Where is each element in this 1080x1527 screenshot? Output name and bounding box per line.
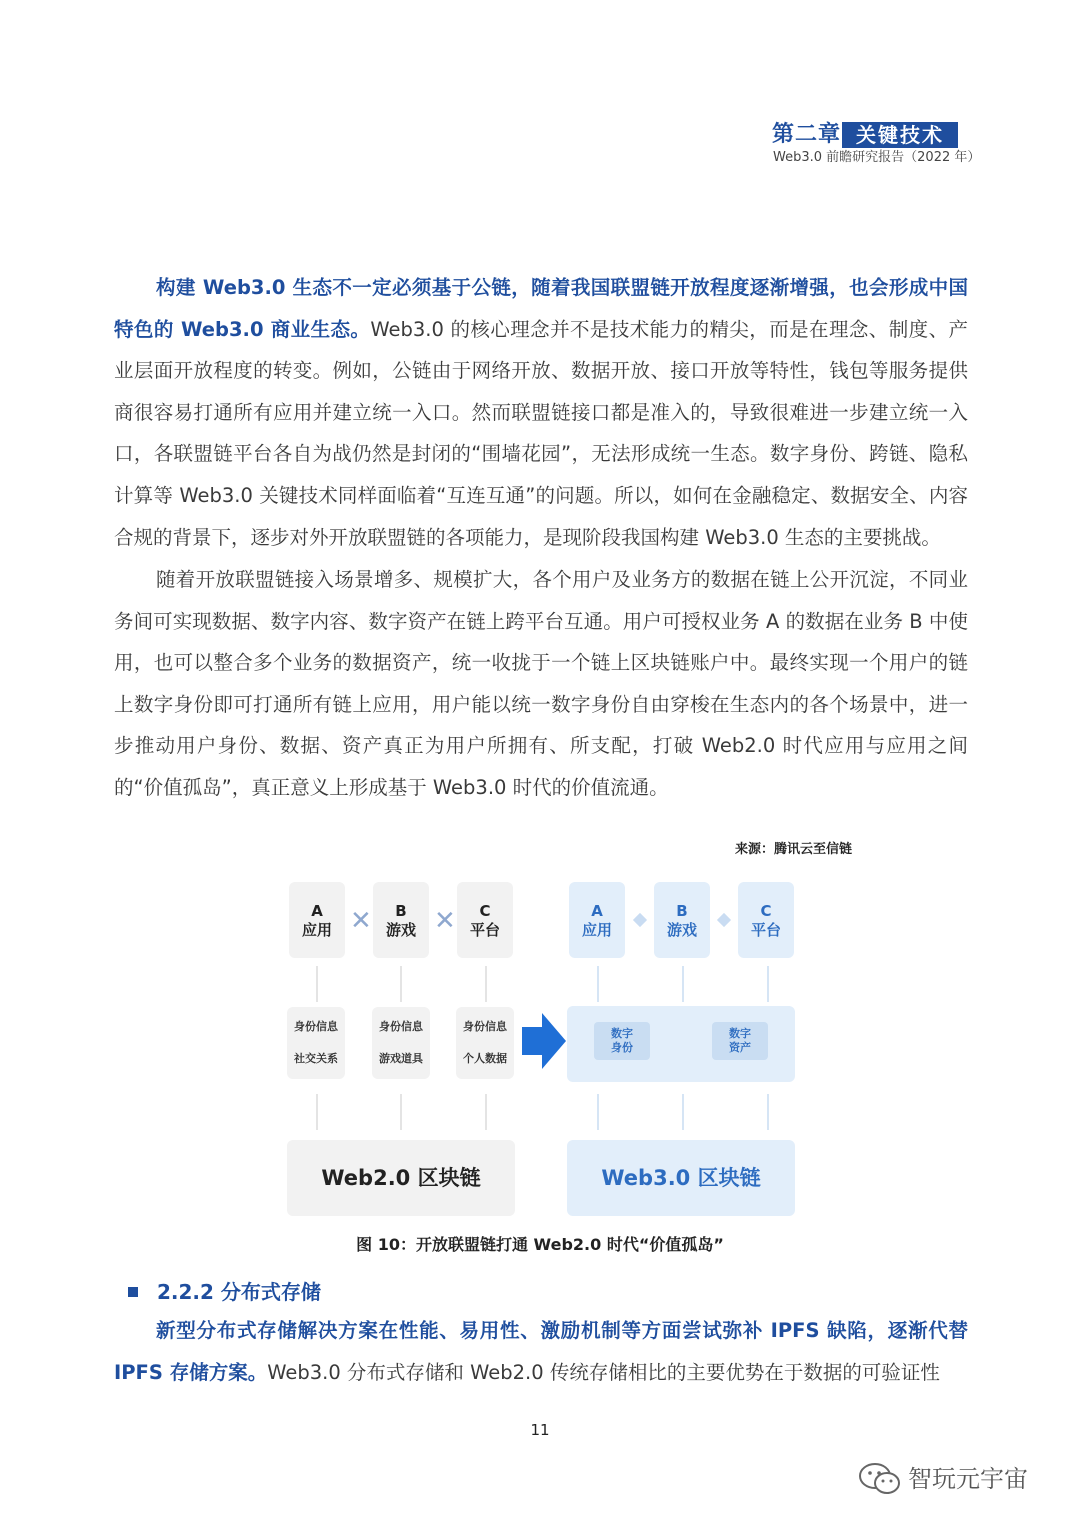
- web3-app-a-box: [569, 882, 625, 958]
- paragraph-1-body: Web3.0 的核心理念并不是技术能力的精尖，而是在理念、制度、产业层面开放程度的转变。例如，公链由于网络开放、数据开放、接口开放等特性，钱包等服务提供商很容易打通所有应用并建立统一入口。然而联盟链接口都是准入的，导致很难进一步建立统一入口，各联盟链平台各自为战仍然是封闭的“围墙花园”，无法形成统一生态。数字身份、跨链、隐私计算等 Web3.0 关键技术同样面临着“互连互通”的问题。所以，如何在金融稳定、数据安全、内容合规的背景下，逐步对外开放联盟链的各项能力，是现阶段我国构建 Web3.0 生态的主要挑战。: [114, 317, 968, 549]
- web2-data-a-box: [287, 1007, 345, 1079]
- web2-app-c-box: [457, 882, 513, 958]
- web2-app-c-name: 平台: [469, 921, 500, 939]
- connector-line: [400, 966, 402, 1002]
- figure-source: 来源：腾讯云至信链: [735, 842, 853, 857]
- web2-data-b-line1: 身份信息: [379, 1020, 423, 1033]
- web3-digital-identity-tag: [594, 1022, 650, 1060]
- connector-line: [682, 1094, 684, 1130]
- figure-caption: 图 10：开放联盟链打通 Web2.0 时代“价值孤岛”: [356, 1235, 724, 1254]
- web3-app-a-letter: A: [591, 902, 603, 920]
- web2-data-c-line1: 身份信息: [463, 1020, 507, 1033]
- chapter-label: 第二章: [772, 122, 842, 147]
- web3-tag-identity-line1: 数字: [611, 1027, 633, 1040]
- web2-data-c-box: [456, 1007, 514, 1079]
- web2-data-c-line2: 个人数据: [463, 1052, 507, 1065]
- connector-line: [767, 1094, 769, 1130]
- web2-app-a-name: 应用: [301, 921, 332, 939]
- link-diamond-icon: [633, 913, 647, 927]
- connector-line: [597, 1094, 599, 1130]
- web3-tag-asset-line2: 资产: [729, 1041, 751, 1054]
- connector-line: [316, 1094, 318, 1130]
- web2-app-a-box: [289, 882, 345, 958]
- web2-app-b-box: [373, 882, 429, 958]
- web2-data-a-line1: 身份信息: [294, 1020, 338, 1033]
- section-bullet-icon: [128, 1287, 138, 1297]
- connector-line: [485, 1094, 487, 1130]
- paragraph-3: [114, 1310, 968, 1393]
- transition-arrow-icon: [522, 1013, 566, 1069]
- web3-digital-asset-tag: [712, 1022, 768, 1060]
- web3-blockchain-box: Web3.0 区块链: [567, 1140, 795, 1216]
- link-diamond-icon: [717, 913, 731, 927]
- web3-app-c-box: [738, 882, 794, 958]
- paragraph-1: [114, 267, 968, 558]
- page-number: 11: [530, 1421, 550, 1439]
- paragraph-3-lead: 新型分布式存储解决方案在性能、易用性、激励机制等方面尝试弥补 IPFS 缺陷，逐渐代替 IPFS 存储方案。: [114, 1319, 968, 1384]
- connector-line: [767, 966, 769, 1002]
- connector-line: [682, 966, 684, 1002]
- chapter-topic: 关键技术: [842, 122, 958, 148]
- web2-app-c-letter: C: [479, 902, 491, 920]
- connector-line: [316, 966, 318, 1002]
- watermark-account-name: 智玩元宇宙: [908, 1465, 1028, 1493]
- web3-app-c-name: 平台: [750, 921, 781, 939]
- web3-app-b-name: 游戏: [666, 921, 697, 939]
- blocked-x-icon: ✕: [434, 906, 456, 936]
- report-subtitle: Web3.0 前瞻研究报告（2022 年）: [773, 150, 981, 165]
- connector-line: [400, 1094, 402, 1130]
- section-title: 2.2.2 分布式存储: [157, 1280, 321, 1304]
- web2-app-b-name: 游戏: [385, 921, 416, 939]
- web3-app-b-box: [654, 882, 710, 958]
- web2-app-a-letter: A: [311, 902, 323, 920]
- web3-app-c-letter: C: [760, 902, 772, 920]
- web3-tag-identity-line2: 身份: [611, 1041, 633, 1054]
- web3-app-b-letter: B: [676, 902, 688, 920]
- web3-tag-asset-line1: 数字: [729, 1027, 751, 1040]
- web2-app-b-letter: B: [395, 902, 407, 920]
- web2-data-b-line2: 游戏道具: [379, 1052, 423, 1065]
- paragraph-2: 随着开放联盟链接入场景增多、规模扩大，各个用户及业务方的数据在链上公开沉淀，不同业务间可实现数据、数字内容、数字资产在链上跨平台互通。用户可授权业务 A 的数据在业务 B 中使用，也可以整合多个业务的数据资产，统一收拢于一个链上区块链账户中。最终实现一个用户的链上数字身份即可打通所有链上应用，用户能以统一数字身份自由穿梭在生态内的各个场景中，进一步推动用户身份、数据、资产真正为用户所拥有、所支配，打破 Web2.0 时代应用与应用之间的“价值孤岛”，真正意义上形成基于 Web3.0 时代的价值流通。: [114, 568, 968, 799]
- paragraph-3-body: Web3.0 分布式存储和 Web2.0 传统存储相比的主要优势在于数据的可验证性: [267, 1360, 940, 1384]
- web2-data-a-line2: 社交关系: [294, 1052, 338, 1065]
- web2-blockchain-box: Web2.0 区块链: [287, 1140, 515, 1216]
- connector-line: [597, 966, 599, 1002]
- connector-line: [485, 966, 487, 1002]
- wechat-icon: [858, 1462, 902, 1496]
- paragraph-1-lead: 构建 Web3.0 生态不一定必须基于公链，随着我国联盟链开放程度逐渐增强，也会形成中国特色的 Web3.0 商业生态。: [114, 276, 968, 341]
- web3-app-a-name: 应用: [581, 921, 612, 939]
- web2-data-b-box: [372, 1007, 430, 1079]
- blocked-x-icon: ✕: [350, 906, 372, 936]
